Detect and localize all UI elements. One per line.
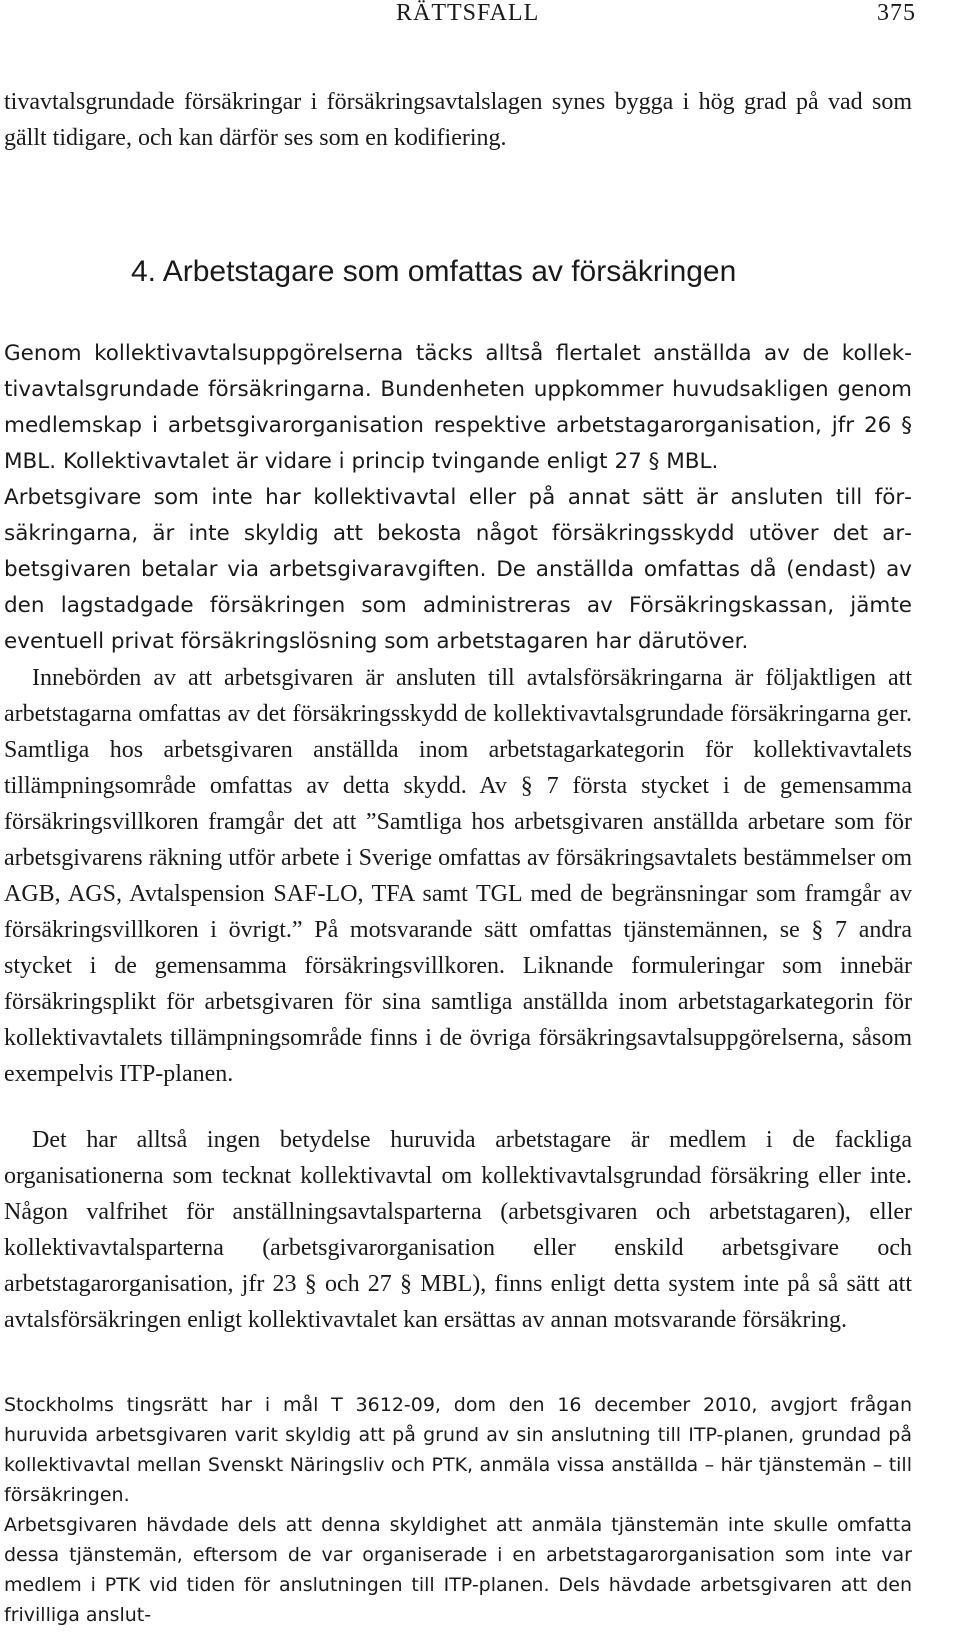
continuation-paragraph [4,84,912,156]
paragraph-4: Det har alltså ingen betydelse huruvida arbetstagare är medlem i de fackliga organisationerna som tecknat kollektivavtal om kollektivavtalsgrundad försäkring eller inte. Någon valfrihet för anställningsavtalsparterna (arbetsgivaren och arbetstagaren), eller kollektivavtalsparterna (arbetsgivarorganisation eller enskild arbetsgivare och arbetstagarorganisation, jfr 23 § och 27 § MBL), finns enligt detta system inte på så sätt att avtalsförsäkringen enligt kollektivavtalet kan ersättas av annan motsvarande försäkring. [4,1127,912,1333]
section-body-continued [4,1122,912,1338]
page-number: 375 [877,0,916,26]
paragraph-5: Stockholms tingsrätt har i mål T 3612-09, dom den 16 december 2010, avgjort frågan huruvida arbetsgivaren varit skyldig att på grund av sin anslutning till ITP-planen, grundad på kollektivavtal mellan Svenskt Näringsliv och PTK, anmäla vissa anställda – här tjänstemän – till försäkringen. [4,1394,912,1506]
paragraph-6: Arbetsgivaren hävdade dels att denna skyldighet att anmäla tjänstemän inte skulle omfatta dessa tjänstemän, eftersom de var organiserade i en arbetstagarorganisation som inte var medlem i PTK vid tiden för anslutningen till ITP-planen. Dels hävdade arbetsgivaren att den frivilliga anslut- [4,1514,912,1626]
paragraph-2: Arbetsgivare som inte har kollektivavtal eller på annat sätt är ansluten till försäkringarna, är inte skyldig att bekosta något försäkringsskydd utöver det arbetsgivaren betalar via arbetsgivaravgiften. De anställda omfattas då (endast) av den lagstadgade försäkringen som administreras av Försäkringskassan, jämte eventuell privat försäkringslösning som arbetstagaren har därutöver. [4,485,912,654]
paragraph-3: Innebörden av att arbetsgivaren är ansluten till avtalsförsäkringarna är följaktligen att arbetstagarna omfattas av det försäkringsskydd de kollektivavtalsgrundade försäkringarna ger. Samtliga hos arbetsgivaren anställda inom arbetstagarkategorin för kollektivavtalets tillämpningsområde omfattas av detta skydd. Av § 7 första stycket i de gemensamma försäkringsvillkoren framgår det att ”Samtliga hos arbetsgivaren anställda arbetare som för arbetsgivarens räkning utför arbete i Sverige omfattas av försäkringsavtalets bestämmelser om AGB, AGS, Avtalspension SAF-LO, TFA samt TGL med de begränsningar som framgår av försäkringsvillkoren i övrigt.” På motsvarande sätt omfattas tjänstemännen, se § 7 andra stycket i de gemensamma försäkringsvillkoren. Liknande formuleringar som innebär försäkringsplikt för arbetsgivaren för sina samtliga anställda inom arbetstagarkategorin för kollektivavtalets tillämpningsområde finns i de övriga försäkringsavtalsuppgörelserna, såsom exempelvis ITP-planen. [4,665,912,1087]
running-head [4,0,916,32]
section-heading: 4. Arbetstagare som omfattas av försäkringen [131,255,737,288]
paragraph-1: Genom kollektivavtalsuppgörelserna täcks alltså flertalet anställda av de kollektivavtalsgrundade försäkringarna. Bundenheten uppkommer huvudsakligen genom medlemskap i arbetsgivarorganisation respektive arbetstagarorganisation, jfr 26 § MBL. Kollektivavtalet är vidare i princip tvingande enligt 27 § MBL. [4,341,912,474]
section-body [4,336,912,1092]
case-summary [4,1390,912,1630]
continuation-text: tivavtalsgrundade försäkringar i försäkringsavtalslagen synes bygga i hög grad på vad som gällt tidigare, och kan därför ses som en kodifiering. [4,89,912,151]
running-head-title: RÄTTSFALL [396,0,540,26]
